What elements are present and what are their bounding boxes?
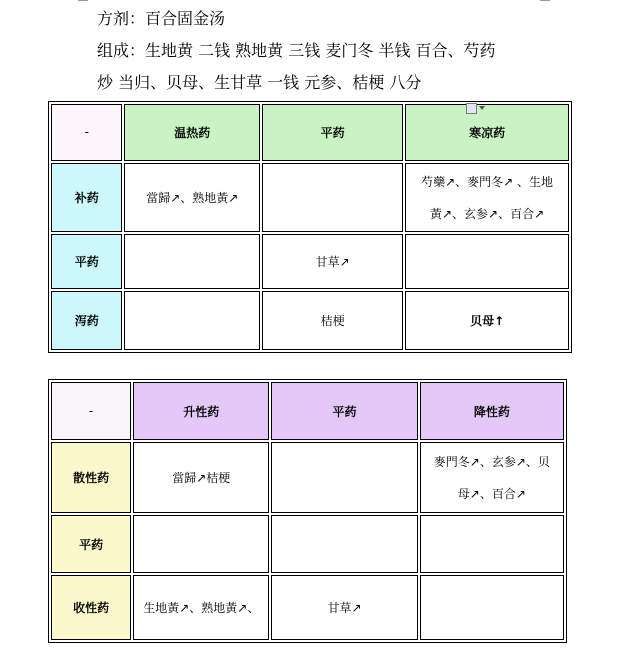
row-header-astringe: 收性药 xyxy=(51,575,131,640)
col-header-warm: 温热药 xyxy=(124,104,260,161)
cell-disperse-descend-line2: 母↗、百合↗ xyxy=(457,486,526,501)
table1-corner-cell: - xyxy=(51,104,122,161)
row-header-neutral2: 平药 xyxy=(51,515,131,573)
herb-nature-table xyxy=(48,101,572,353)
cell-astringe-neutral: 甘草↗ xyxy=(271,575,417,640)
cell-tonify-neutral xyxy=(262,163,403,232)
table-move-handle-icon[interactable] xyxy=(466,101,488,115)
col-header-descend: 降性药 xyxy=(420,382,564,440)
page-corner-mark-right xyxy=(540,0,550,3)
row-header-tonify: 补药 xyxy=(51,163,122,232)
cell-astringe-ascend: 生地黃↗、熟地黃↗、 xyxy=(133,575,269,640)
page-corner-mark-left xyxy=(78,0,88,3)
cell-disperse-descend xyxy=(420,442,564,513)
composition-line-1: 组成：生地黄 二钱 熟地黄 三钱 麦门冬 半钱 百合、芍药 xyxy=(97,41,496,60)
row-header-purge: 泻药 xyxy=(51,291,122,350)
col-header-cold: 寒凉药 xyxy=(405,104,569,161)
col-header-neutral: 平药 xyxy=(262,104,403,161)
cell-neutral-neutral: 甘草↗ xyxy=(262,234,403,289)
row-header-disperse: 散性药 xyxy=(51,442,131,513)
cell-tonify-warm: 當歸↗、熟地黃↗ xyxy=(124,163,260,232)
col-header-neutral2: 平药 xyxy=(271,382,417,440)
cell-tonify-cold xyxy=(405,163,569,232)
cell-purge-cold: 贝母↑ xyxy=(405,291,569,350)
herb-direction-table xyxy=(48,379,567,643)
cell-tonify-cold-line2: 黃↗、玄参↗、百合↗ xyxy=(430,206,545,221)
cell-purge-neutral: 桔梗 xyxy=(262,291,403,350)
cell-disperse-neutral xyxy=(271,442,417,513)
col-header-ascend: 升性药 xyxy=(133,382,269,440)
cell-tonify-cold-line1: 芍藥↗、麥門冬↗ 、生地 xyxy=(421,174,554,189)
table2-corner-cell: - xyxy=(51,382,131,440)
row-header-neutral: 平药 xyxy=(51,234,122,289)
cell-disperse-ascend: 當歸↗桔梗 xyxy=(133,442,269,513)
cell-neutral-cold xyxy=(405,234,569,289)
cell-neutral2-descend xyxy=(420,515,564,573)
cell-disperse-descend-line1: 麥門冬↗、玄参↗、贝 xyxy=(433,454,550,469)
cell-astringe-descend xyxy=(420,575,564,640)
cell-purge-warm xyxy=(124,291,260,350)
cell-neutral2-neutral xyxy=(271,515,417,573)
formula-title: 方剂：百合固金汤 xyxy=(97,9,226,28)
composition-line-2: 炒 当归、贝母、生甘草 一钱 元参、桔梗 八分 xyxy=(97,73,422,92)
cell-neutral-warm xyxy=(124,234,260,289)
cell-neutral2-ascend xyxy=(133,515,269,573)
